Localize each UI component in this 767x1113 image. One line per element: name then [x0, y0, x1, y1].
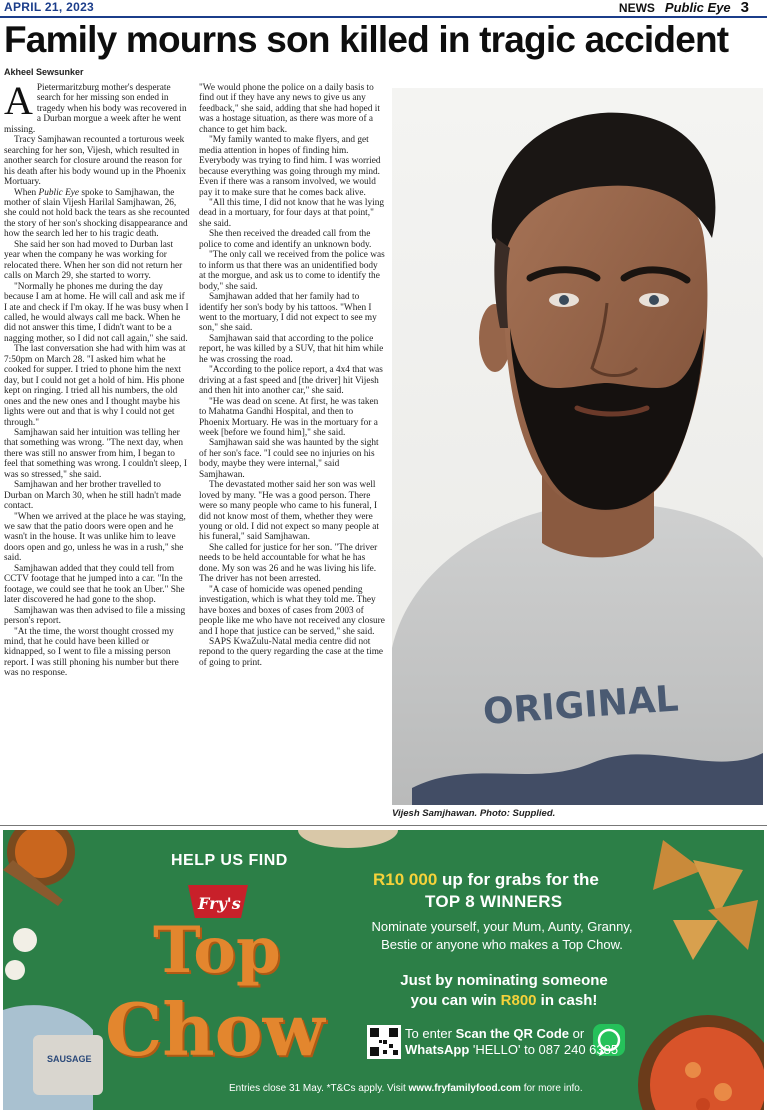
sausage-pack-label: SAUSAGE [47, 1054, 92, 1064]
frys-logo-text: Fry's [198, 894, 241, 913]
issue-date: APRIL 21, 2023 [4, 0, 95, 14]
paragraph: "When we arrived at the place he was staying, we saw that the patio doors were open and he wasn't in the house. It was unlike him to leave doors open and go, unless he was in a rush," she said. [4, 511, 186, 564]
paragraph: "At the time, the worst thought crossed my mind, that he could have been killed or kidnapped, so I went to file a missing person report. I was still phoning his number but there was no response. [4, 626, 179, 679]
paragraph: "He was dead on scene. At first, he was taken to Mahatma Gandhi Hospital, and then to Phoenix Mortuary. He was in the mortuary for a week [before we found him]," she said. [199, 396, 379, 438]
ad-title-top: Top [153, 913, 281, 988]
ad-entry-instructions[interactable]: To enter Scan the QR Code or WhatsApp 'HELLO' to 087 240 6385 [405, 1026, 619, 1057]
header-right [619, 0, 749, 16]
page-header [0, 0, 767, 17]
article-column-1 [4, 83, 190, 821]
shirt-print-text: ORIGINAL [481, 678, 680, 733]
ad-terms[interactable]: Entries close 31 May. *T&Cs apply. Visit www.fryfamilyfood.com for more info. [229, 1083, 583, 1094]
paragraph: "According to the police report, a 4x4 that was driving at a fast speed and [the driver] hit Vijesh and then hit into another car," she said. [199, 365, 383, 397]
paragraph: "All this time, I did not know that he was lying dead in a mortuary, for four days at that point," she said. [199, 197, 384, 229]
publication-name: Public Eye [664, 0, 731, 15]
advertisement[interactable] [3, 830, 764, 1110]
paragraph: When Public Eye spoke to Samjhawan, the mother of slain Vijesh Harilal Samjhawan, 26, she could not hold back the tears as she recounted the story of her son's shocking disappearance and how the search led her to his tragic death. [4, 187, 190, 240]
photo-caption: Vijesh Samjhawan. Photo: Supplied. [392, 808, 556, 819]
paragraph: Samjhawan added that her family had to identify her son's body by his tattoos. "When I went to the mortuary, I did not expect to see my son," she said. [199, 292, 377, 334]
publication-mention: Public Eye [38, 187, 80, 198]
byline: Akheel Sewsunker [4, 67, 84, 77]
paragraph: Tracy Samjhawan recounted a torturous week searching for her son, Vijesh, which resulted in another search for closure around the reason for his death after his body wound up in the Phoenix Mortuary. [4, 135, 187, 188]
ad-nominate-text: Nominate yourself, your Mum, Aunty, Granny, Bestie or anyone who makes a Top Chow. [371, 919, 633, 952]
paragraph: A Pietermaritzburg mother's desperate search for her missing son ended in tragedy when his body was recovered in a Durban morgue a week after he went missing. [4, 83, 187, 135]
article-column-2 [199, 83, 385, 821]
paragraph: "My family wanted to make flyers, and get media attention in hopes of finding him. Everybody was trying to find him. I was worried because everything was going through my mind. Even if there was a ransom involved, we would pay it to make sure that he comes back alive. [199, 135, 381, 198]
paragraph: Samjhawan added that they could tell from CCTV footage that he jumped into a car. "In the footage, we could see that he took an Uber." She later discovered he had gone to the shop. [4, 563, 185, 606]
ad-prize-line: R10 000 up for grabs for the [373, 870, 599, 889]
paragraph: Samjhawan said that according to the police report, he was killed by a SUV, that hit him while he was crossing the road. [199, 333, 384, 365]
paragraph: She said her son had moved to Durban last year when the company he was working for relocated there. When her son did not return her calls on March 29, she started to worry. [4, 239, 183, 282]
portrait-illustration [392, 88, 763, 805]
paragraph: "The only call we received from the police was to inform us that there was an unidentified body at the morgue, and ask us to come to identify the body," she said. [199, 250, 385, 292]
paragraph: Samjhawan and her brother travelled to Durban on March 30, when he still hadn't made contact. [4, 480, 181, 512]
ad-title-chow: Chow [105, 987, 325, 1072]
paragraph: She then received the dreaded call from the police to come and identify an unknown body. [199, 229, 372, 250]
page-number: 3 [740, 0, 749, 16]
ad-winners: TOP 8 WINNERS [425, 892, 563, 911]
ad-website-link: www.fryfamilyfood.com [408, 1083, 521, 1094]
ad-help-us-find: HELP US FIND [171, 852, 288, 869]
paragraph: "We would phone the police on a daily basis to find out if they have any news to give us any feedback," she said, adding that she had hoped it was a hostage situation, as there was more of a chance to get him back. [199, 83, 380, 135]
drop-cap: A [4, 83, 33, 123]
paragraph: "Normally he phones me during the day because I am at home. He will call and ask me if I ate and check if I'm okay. If he was busy when I called, he would always call me back. When he did not answer this time, I didn't want to be a nagging mother, so I did not call again," she said. [4, 281, 189, 344]
paragraph: The last conversation she had with him was at 7:50pm on March 28. "I asked him what he cooked for supper. I tried to phone him the next day, but I could not get a hold of him. His phone kept on ringing. I tried all his numbers, the old ones and the new ones and I thought maybe his lights were out and that is why I could not get through." [4, 344, 186, 428]
section-divider [0, 825, 767, 826]
paragraph: Samjhawan said her intuition was telling her that something was wrong. "The next day, when there was still no answer from him, I began to feel that something was wrong. I couldn't sleep, I was so stressed," she said. [4, 427, 187, 480]
paragraph: She called for justice for her son. "The driver needs to be held accountable for what he has done. My son was 26 and he was living his life. The driver has not been arrested. [199, 542, 378, 585]
paragraph: SAPS KwaZulu-Natal media centre did not repond to the query regarding the case at the time of going to print. [199, 637, 384, 668]
victim-photo [392, 88, 763, 805]
section-label: NEWS [618, 1, 655, 15]
paragraph: Samjhawan said she was haunted by the sight of her son's face. "I could see no injuries on his body, maybe they were internal," said Samjhawan. [199, 438, 379, 480]
headline: Family mourns son killed in tragic accident [4, 19, 729, 60]
paragraph: "A case of homicide was opened pending investigation, which is what they told me. They have boxes and boxes of cases from 2003 of people like me who have not received any closure and I hope that justice can be served," she said. [199, 584, 385, 637]
paragraph: Samjhawan was then advised to file a missing person's report. [4, 605, 186, 627]
ad-cash-prize: Just by nominating someone you can win R800 in cash! [400, 972, 608, 1009]
paragraph: The devastated mother said her son was well loved by many. "He was a good person. There were so many people who came to his funeral, I did not know most of them, whether they were young or old. I did not expect so many people at his funeral," said Samjhawan. [199, 480, 379, 543]
